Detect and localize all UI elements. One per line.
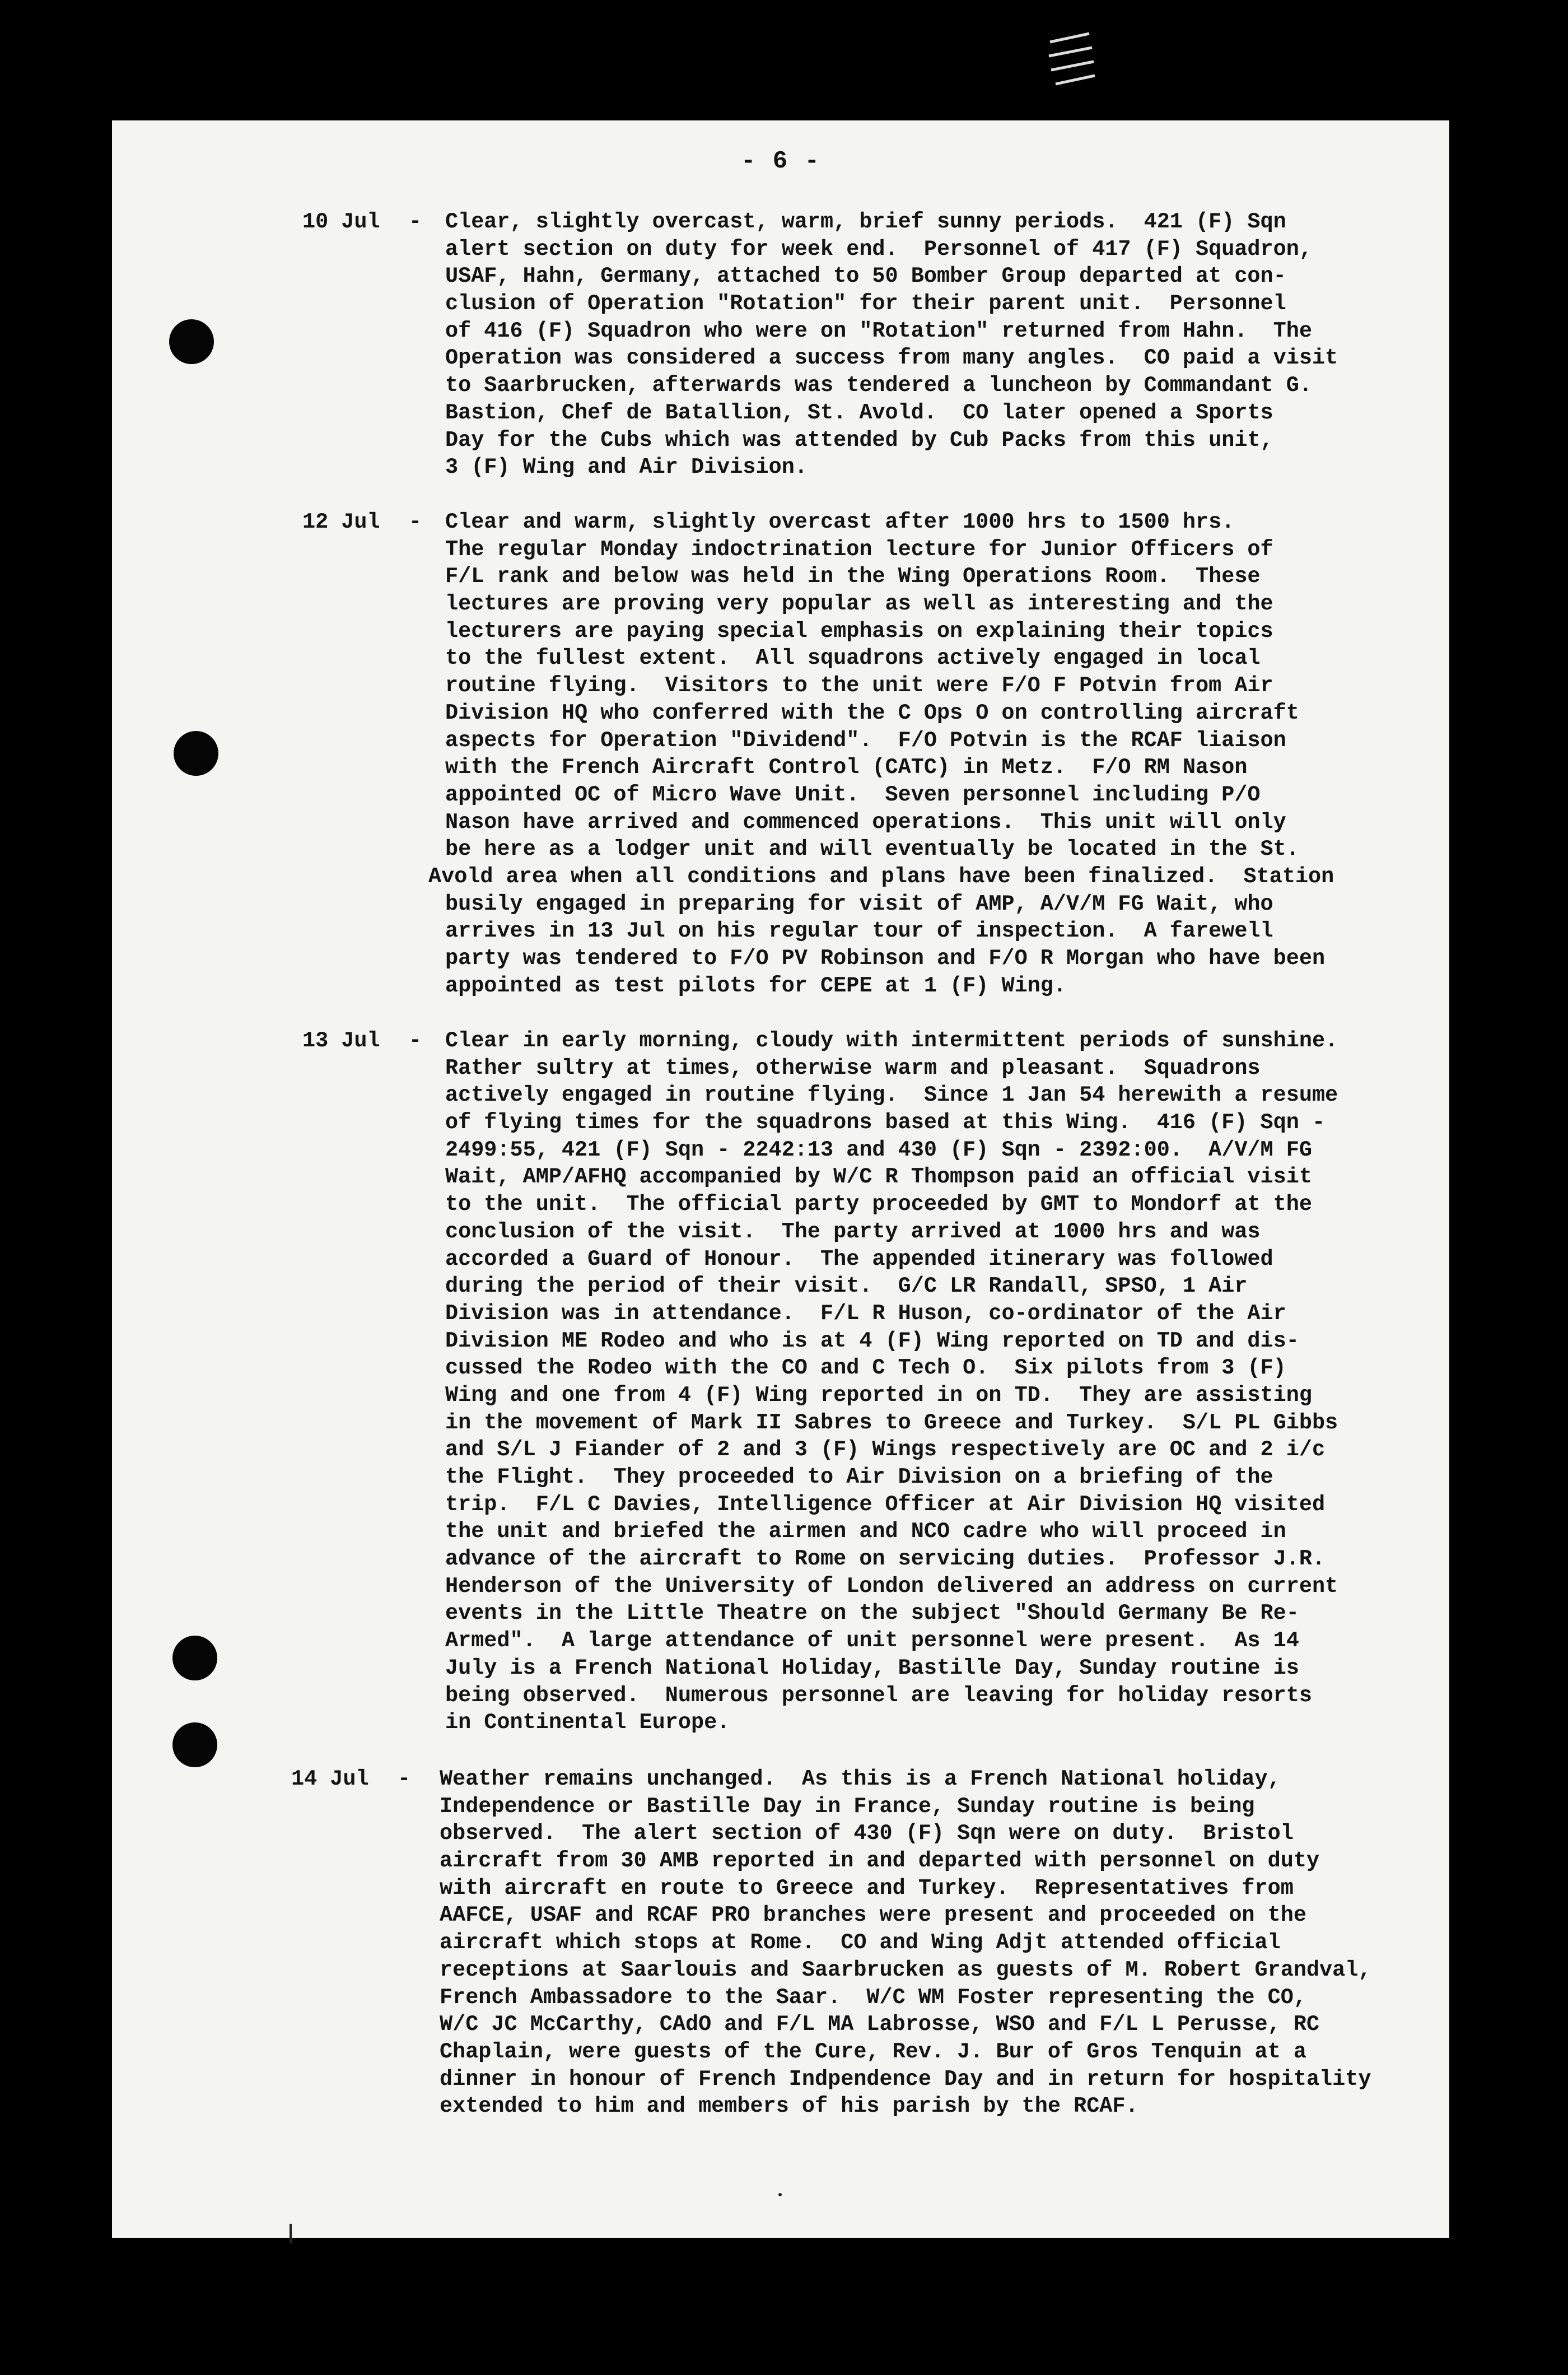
entry-dash: -: [398, 1767, 411, 1791]
text-line: appointed OC of Micro Wave Unit. Seven personnel including P/O: [445, 782, 1261, 807]
text-line: receptions at Saarlouis and Saarbrucken as guests of M. Robert Grandval,: [440, 1957, 1371, 1982]
text-line: conclusion of the visit. The party arrived at 1000 hrs and was: [445, 1219, 1261, 1244]
text-line: to the unit. The official party proceeded by GMT to Mondorf at the: [445, 1192, 1312, 1217]
text-line: Clear, slightly overcast, warm, brief sunny periods. 421 (F) Sqn: [445, 209, 1286, 234]
text-line: alert section on duty for week end. Personnel of 417 (F) Squadron,: [445, 236, 1312, 262]
text-line: actively engaged in routine flying. Since 1 Jan 54 herewith a resume: [445, 1083, 1338, 1108]
text-line: aircraft which stops at Rome. CO and Wing Adjt attended official: [440, 1930, 1281, 1955]
text-line: Clear in early morning, cloudy with intermittent periods of sunshine.: [445, 1028, 1338, 1053]
text-line: French Ambassadore to the Saar. W/C WM Foster representing the CO,: [440, 1985, 1306, 2010]
text-line: 2499:55, 421 (F) Sqn - 2242:13 and 430 (F) Sqn - 2392:00. A/V/M FG: [445, 1137, 1312, 1162]
text-line: Operation was considered a success from many angles. CO paid a visit: [445, 346, 1338, 371]
text-line: Armed". A large attendance of unit personnel were present. As 14: [445, 1628, 1299, 1654]
text-line: Day for the Cubs which was attended by Cub Packs from this unit,: [445, 427, 1273, 453]
entry-date: 14 Jul: [291, 1767, 369, 1791]
text-line: in the movement of Mark II Sabres to Greece and Turkey. S/L PL Gibbs: [445, 1410, 1338, 1435]
text-line: observed. The alert section of 430 (F) Sqn were on duty. Bristol: [440, 1821, 1294, 1846]
text-line: Chaplain, were guests of the Cure, Rev. J. Bur of Gros Tenquin at a: [440, 2039, 1306, 2064]
text-line: Independence or Bastille Day in France, Sunday routine is being: [440, 1794, 1255, 1819]
entry-dash: -: [409, 209, 422, 234]
text-line: clusion of Operation "Rotation" for their parent unit. Personnel: [445, 291, 1286, 316]
text-line: with the French Aircraft Control (CATC) in Metz. F/O RM Nason: [445, 755, 1248, 780]
text-line: of 416 (F) Squadron who were on "Rotation" returned from Hahn. The: [445, 318, 1312, 343]
text-line: Bastion, Chef de Batallion, St. Avold. CO later opened a Sports: [445, 400, 1273, 425]
log-entry: [112, 1027, 1449, 1739]
text-line: aspects for Operation "Dividend". F/O Potvin is the RCAF liaison: [445, 728, 1286, 753]
text-line: appointed as test pilots for CEPE at 1 (F) Wing.: [445, 973, 1066, 998]
text-line: accorded a Guard of Honour. The appended itinerary was followed: [445, 1246, 1273, 1272]
text-line: arrives in 13 Jul on his regular tour of inspection. A farewell: [445, 919, 1273, 944]
text-line: Wing and one from 4 (F) Wing reported in on TD. They are assisting: [445, 1382, 1312, 1408]
text-line: to Saarbrucken, afterwards was tendered a luncheon by Commandant G.: [445, 373, 1312, 398]
text-line: USAF, Hahn, Germany, attached to 50 Bomber Group departed at con-: [445, 264, 1286, 289]
text-line: AAFCE, USAF and RCAF PRO branches were present and proceeded on the: [440, 1903, 1306, 1928]
entry-text: [440, 1766, 1428, 2120]
text-line: aircraft from 30 AMB reported in and departed with personnel on duty: [440, 1848, 1320, 1874]
entry-text: [445, 208, 1434, 481]
entry-text: [428, 509, 1434, 999]
text-line: Clear and warm, slightly overcast after 1000 hrs to 1500 hrs.: [445, 510, 1235, 534]
text-line: to the fullest extent. All squadrons actively engaged in local: [445, 646, 1261, 671]
log-entry: [112, 208, 1449, 483]
text-line: busily engaged in preparing for visit of AMP, A/V/M FG Wait, who: [445, 891, 1273, 916]
text-line: lectures are proving very popular as well as interesting and the: [445, 592, 1273, 617]
text-line: in Continental Europe.: [445, 1710, 730, 1735]
text-line: lecturers are paying special emphasis on explaining their topics: [445, 618, 1273, 644]
stray-dot: [778, 2193, 782, 2196]
text-line: cussed the Rodeo with the CO and C Tech O. Six pilots from 3 (F): [445, 1356, 1286, 1381]
text-line: Avold area when all conditions and plans have been finalized. Station: [428, 864, 1334, 889]
text-line: trip. F/L C Davies, Intelligence Officer at Air Division HQ visited: [445, 1492, 1326, 1517]
entry-date: 12 Jul: [302, 510, 380, 534]
text-line: of flying times for the squadrons based at this Wing. 416 (F) Sqn -: [445, 1110, 1326, 1135]
text-line: Division HQ who conferred with the C Ops O on controlling aircraft: [445, 700, 1299, 725]
entry-date: 10 Jul: [302, 209, 380, 234]
log-entry: [112, 509, 1449, 1002]
text-line: the unit and briefed the airmen and NCO cadre who will proceed in: [445, 1519, 1286, 1544]
text-line: during the period of their visit. G/C LR Randall, SPSO, 1 Air: [445, 1274, 1248, 1299]
stray-pen-marks: [1044, 31, 1098, 92]
text-line: routine flying. Visitors to the unit were F/O F Potvin from Air: [445, 673, 1273, 698]
text-line: July is a French National Holiday, Bastille Day, Sunday routine is: [445, 1655, 1299, 1680]
text-line: extended to him and members of his parish by the RCAF.: [440, 2094, 1138, 2119]
text-line: events in the Little Theatre on the subject "Should Germany Be Re-: [445, 1601, 1299, 1626]
text-line: Division ME Rodeo and who is at 4 (F) Wing reported on TD and dis-: [445, 1328, 1299, 1353]
entry-dash: -: [409, 510, 422, 534]
stray-tick-mark: [290, 2224, 292, 2243]
text-line: advance of the aircraft to Rome on servicing duties. Professor J.R.: [445, 1547, 1326, 1572]
page-number: - 6 -: [740, 147, 821, 175]
entry-date: 13 Jul: [302, 1028, 380, 1053]
text-line: be here as a lodger unit and will eventually be located in the St.: [445, 837, 1299, 862]
text-line: F/L rank and below was held in the Wing Operations Room. These: [445, 564, 1261, 589]
text-line: The regular Monday indoctrination lecture for Junior Officers of: [445, 537, 1273, 562]
text-line: dinner in honour of French Indpendence Day and in return for hospitality: [440, 2066, 1371, 2092]
text-line: Weather remains unchanged. As this is a French National holiday,: [440, 1767, 1281, 1791]
text-line: 3 (F) Wing and Air Division.: [445, 455, 808, 480]
text-line: party was tendered to F/O PV Robinson and F/O R Morgan who have been: [445, 946, 1326, 971]
entry-dash: -: [409, 1028, 422, 1053]
text-line: W/C JC McCarthy, CAdO and F/L MA Labrosse, WSO and F/L L Perusse, RC: [440, 2012, 1320, 2037]
text-line: the Flight. They proceeded to Air Division on a briefing of the: [445, 1465, 1273, 1489]
text-line: and S/L J Fiander of 2 and 3 (F) Wings respectively are OC and 2 i/c: [445, 1437, 1326, 1463]
log-entry: [112, 1766, 1449, 2124]
document-page: [112, 120, 1449, 2238]
text-line: Rather sultry at times, otherwise warm and pleasant. Squadrons: [445, 1055, 1261, 1081]
text-line: with aircraft en route to Greece and Turkey. Representatives from: [440, 1875, 1294, 1901]
text-line: Henderson of the University of London delivered an address on current: [445, 1573, 1338, 1599]
text-line: Nason have arrived and commenced operations. This unit will only: [445, 809, 1286, 835]
text-line: Division was in attendance. F/L R Huson, co-ordinator of the Air: [445, 1301, 1286, 1326]
text-line: Wait, AMP/AFHQ accompanied by W/C R Thompson paid an official visit: [445, 1165, 1312, 1190]
text-line: being observed. Numerous personnel are leaving for holiday resorts: [445, 1683, 1312, 1708]
entry-text: [445, 1027, 1434, 1736]
